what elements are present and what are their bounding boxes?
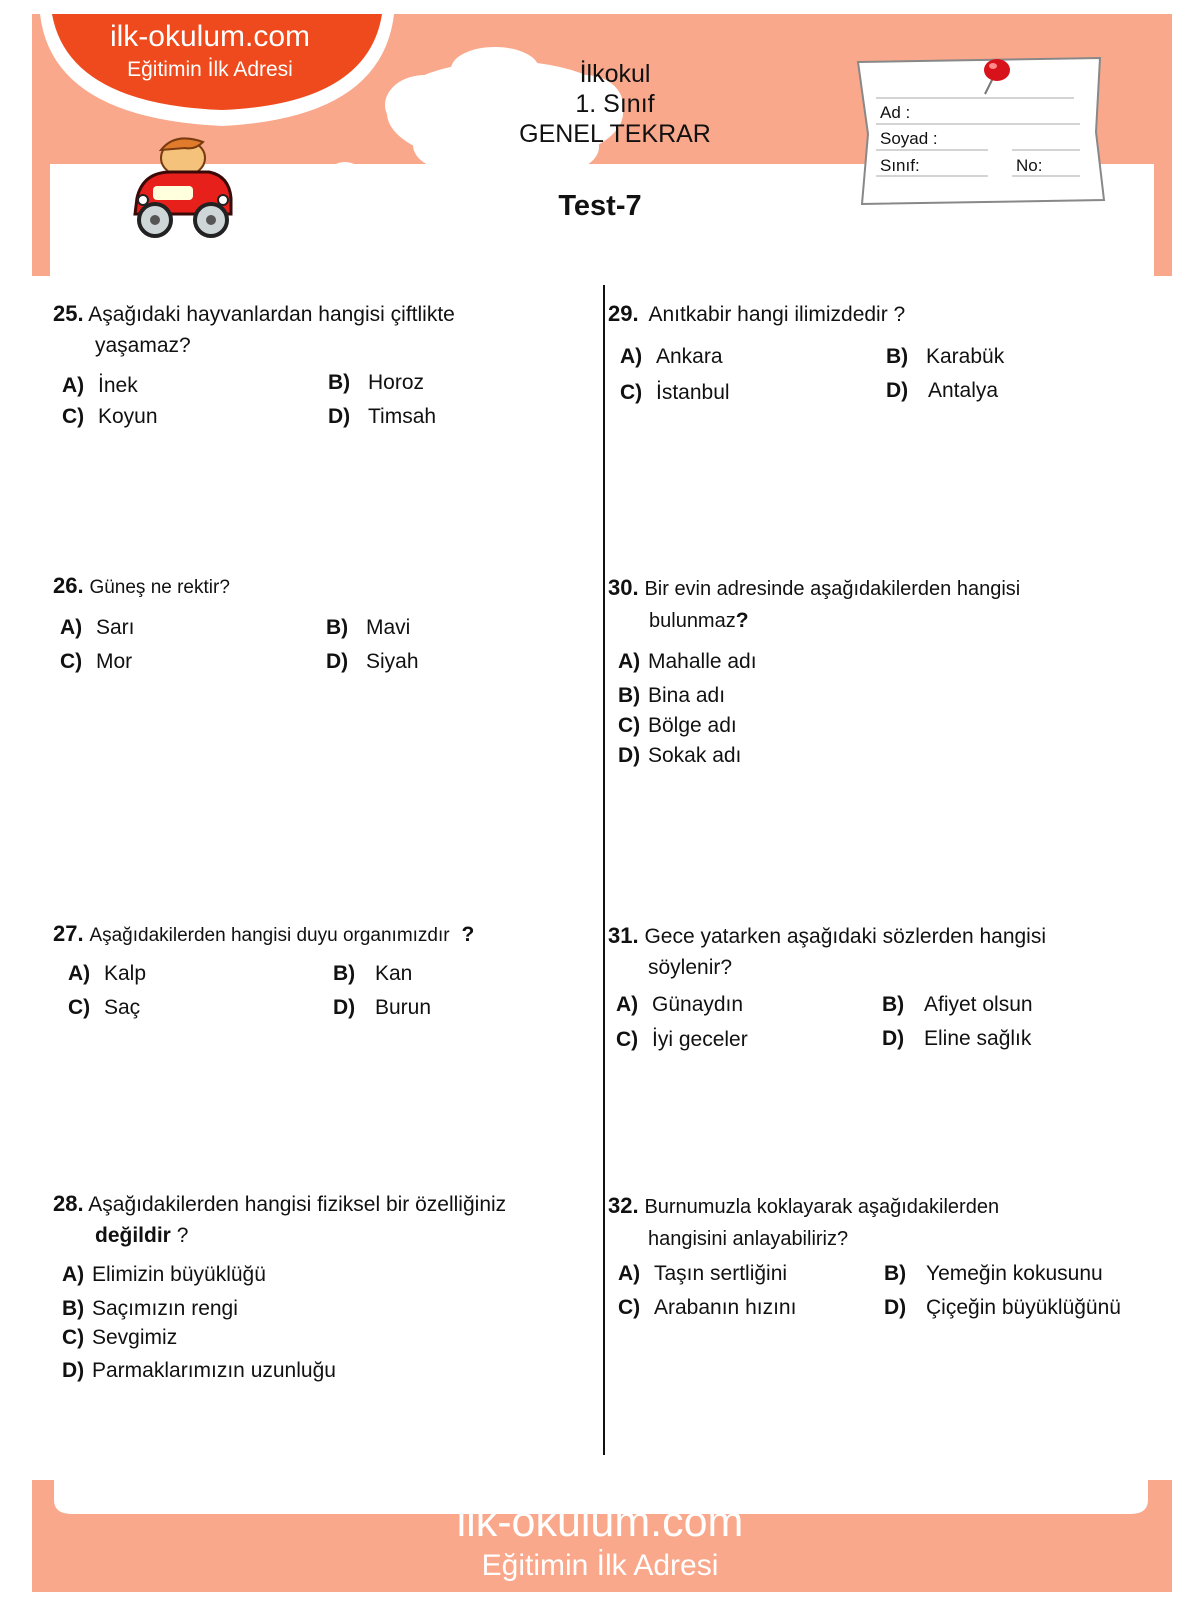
- car-illustration: [125, 128, 240, 248]
- footer-title: ilk-okulum.com: [456, 1498, 744, 1546]
- question-26-number: 26.: [53, 573, 84, 598]
- question-31-text-line2: söylenir?: [648, 956, 733, 979]
- question-30-text: Bir evin adresinde aşağıdakilerden hangisi: [644, 578, 1021, 600]
- question-32-option-c[interactable]: C) Arabanın hızını: [618, 1296, 797, 1319]
- question-28-option-d[interactable]: D) Parmaklarımızın uzunluğu: [62, 1359, 336, 1382]
- question-26-stem: [53, 570, 573, 603]
- surname-label: Soyad :: [880, 129, 938, 148]
- question-27-option-b[interactable]: B) Kan: [333, 962, 413, 985]
- cloud-line-topic: GENEL TEKRAR: [519, 120, 711, 148]
- cloud-line-school: İlkokul: [579, 60, 651, 88]
- question-30-option-d[interactable]: D) Sokak adı: [618, 744, 742, 767]
- question-31-text: Gece yatarken aşağıdaki sözlerden hangisi: [644, 925, 1047, 948]
- question-25-option-a[interactable]: A) İnek: [62, 374, 138, 397]
- question-29-text: Anıtkabir hangi ilimizdedir ?: [648, 303, 906, 326]
- test-title: Test-7: [558, 190, 642, 222]
- pushpin-icon: [975, 52, 1015, 102]
- question-32-option-a[interactable]: A) Taşın sertliğini: [618, 1262, 788, 1285]
- question-30-option-a[interactable]: A) Mahalle adı: [618, 650, 757, 673]
- question-28-emphasis: değildir: [95, 1224, 171, 1247]
- logo-subtitle: Eğitimin İlk Adresi: [127, 58, 293, 81]
- question-25-number: 25.: [53, 301, 84, 326]
- question-27-option-c[interactable]: C) Saç: [68, 996, 141, 1019]
- question-30-number: 30.: [608, 575, 639, 600]
- question-30-text-line2: bulunmaz: [649, 610, 736, 632]
- question-27-number: 27.: [53, 921, 84, 946]
- question-28-text: Aşağıdakilerden hangisi fiziksel bir özelliğiniz: [88, 1193, 507, 1216]
- number-label: No:: [1016, 156, 1043, 175]
- question-31-option-d[interactable]: D) Eline sağlık: [882, 1027, 1032, 1050]
- question-26-option-a[interactable]: A) Sarı: [60, 616, 135, 639]
- question-32-text: Burnumuzla koklayarak aşağıdakilerden: [644, 1196, 1000, 1218]
- question-27-text: Aşağıdakilerden hangisi duyu organımızdır: [89, 925, 450, 946]
- question-28-stem: [53, 1188, 593, 1251]
- footer-subtitle: Eğitimin İlk Adresi: [481, 1549, 719, 1582]
- question-25-text-line2: yaşamaz?: [95, 334, 191, 357]
- cloud-line-grade: 1. Sınıf: [575, 90, 655, 118]
- question-26-option-c[interactable]: C) Mor: [60, 650, 133, 673]
- question-25-stem: [53, 298, 573, 361]
- question-26-text: Güneş ne rektir?: [89, 577, 230, 598]
- question-29-option-c[interactable]: C) İstanbul: [620, 381, 730, 404]
- logo-title: ilk-okulum.com: [109, 20, 311, 53]
- question-31-option-c[interactable]: C) İyi geceler: [616, 1028, 748, 1051]
- question-25-text: Aşağıdaki hayvanlardan hangisi çiftlikte: [88, 303, 455, 326]
- question-32-text-line2: hangisini anlayabiliriz?: [648, 1228, 849, 1250]
- question-32-stem: [608, 1190, 1168, 1255]
- question-30-stem: [608, 572, 1168, 637]
- question-28-option-a[interactable]: A) Elimizin büyüklüğü: [62, 1263, 266, 1286]
- question-31-option-b[interactable]: B) Afiyet olsun: [882, 993, 1033, 1016]
- question-29-number: 29.: [608, 301, 639, 326]
- question-29-stem: [608, 298, 1168, 330]
- question-25-option-c[interactable]: C) Koyun: [62, 405, 158, 428]
- column-divider: [603, 285, 605, 1455]
- question-28-option-c[interactable]: C) Sevgimiz: [62, 1326, 178, 1349]
- question-32-number: 32.: [608, 1193, 639, 1218]
- question-27-stem: [53, 918, 583, 951]
- question-32-option-d[interactable]: D) Çiçeğin büyüklüğünü: [884, 1296, 1121, 1319]
- question-28-option-b[interactable]: B) Saçımızın rengi: [62, 1297, 238, 1320]
- question-28-question-mark: ?: [176, 1224, 189, 1247]
- question-26-option-b[interactable]: B) Mavi: [326, 616, 411, 639]
- question-27-question-mark: ?: [461, 923, 475, 946]
- question-25-option-b[interactable]: B) Horoz: [328, 371, 425, 394]
- class-label: Sınıf:: [880, 156, 920, 175]
- question-27-option-d[interactable]: D) Burun: [333, 996, 432, 1019]
- question-26-option-d[interactable]: D) Siyah: [326, 650, 419, 673]
- name-label: Ad :: [880, 103, 911, 122]
- question-29-option-d[interactable]: D) Antalya: [886, 379, 999, 402]
- question-31-option-a[interactable]: A) Günaydın: [616, 993, 744, 1016]
- question-28-number: 28.: [53, 1191, 84, 1216]
- question-30-option-c[interactable]: C) Bölge adı: [618, 714, 737, 737]
- question-25-option-d[interactable]: D) Timsah: [328, 405, 437, 428]
- question-29-option-a[interactable]: A) Ankara: [620, 345, 723, 368]
- question-32-option-b[interactable]: B) Yemeğin kokusunu: [884, 1262, 1103, 1285]
- question-30-question-mark: ?: [735, 609, 749, 632]
- question-29-option-b[interactable]: B) Karabük: [886, 345, 1005, 368]
- question-30-option-b[interactable]: B) Bina adı: [618, 684, 726, 707]
- question-27-option-a[interactable]: A) Kalp: [68, 962, 147, 985]
- question-31-stem: [608, 920, 1168, 983]
- question-31-number: 31.: [608, 923, 639, 948]
